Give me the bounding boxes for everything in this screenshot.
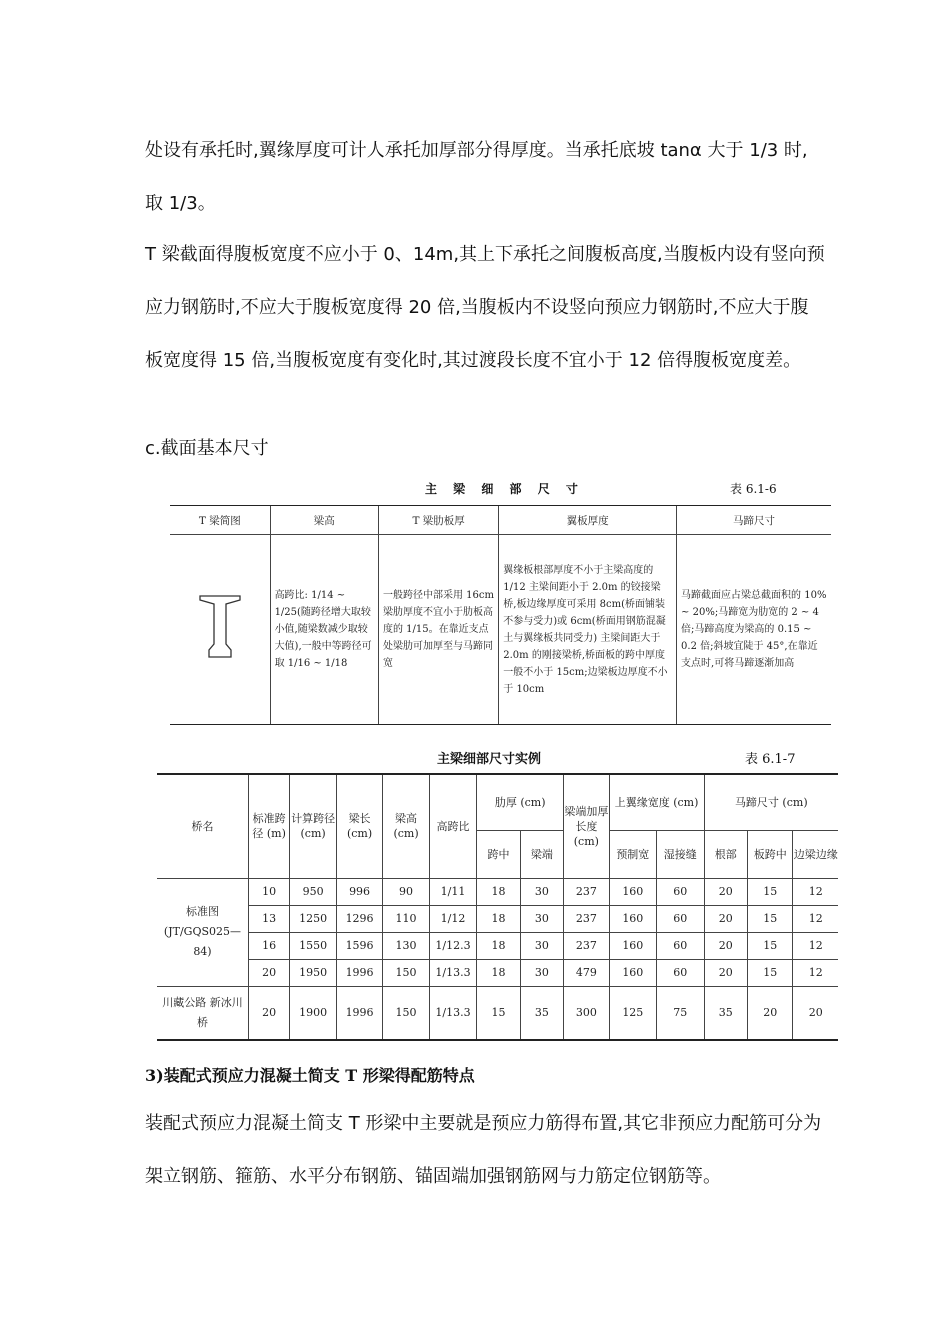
cell: 20	[248, 959, 289, 986]
cell: 1950	[290, 959, 336, 986]
section-label-basic-dimensions: c.截面基本尺寸	[145, 438, 269, 459]
t2-header-flange: 上翼缘宽度 (cm)	[609, 774, 704, 830]
main-beam-example-table	[157, 773, 838, 1041]
t2-header-rib-mid: 跨中	[477, 830, 520, 878]
cell: 1/12.3	[429, 932, 476, 959]
cell: 12	[793, 932, 838, 959]
cell: 950	[290, 878, 336, 905]
t2-header-heel: 马蹄尺寸 (cm)	[704, 774, 838, 830]
cell: 20	[793, 986, 838, 1040]
t2-header-thick-len: 梁端加厚长度 (cm)	[564, 774, 609, 878]
table2-caption: 主梁细部尺寸实例	[437, 752, 542, 767]
cell: 1/13.3	[429, 986, 476, 1040]
cell: 1596	[336, 932, 382, 959]
table2-title	[155, 746, 840, 768]
table1-header-web: T 梁肋板厚	[378, 506, 498, 535]
cell: 20	[248, 986, 289, 1040]
t2-header-height: 梁高 (cm)	[383, 774, 429, 878]
cell: 12	[793, 959, 838, 986]
cell: 130	[383, 932, 429, 959]
cell: 30	[520, 878, 563, 905]
cell: 20	[747, 986, 792, 1040]
cell: 20	[704, 905, 747, 932]
t2-header-ratio: 高跨比	[429, 774, 476, 878]
cell: 18	[477, 905, 520, 932]
cell: 20	[704, 878, 747, 905]
paragraph-flange-thickness: 处设有承托时,翼缘厚度可计人承托加厚部分得厚度。当承托底坡 tanα 大于 1/3 时,取 1/3。	[145, 140, 808, 214]
paragraph-reinforcement: 装配式预应力混凝土简支 T 形梁中主要就是预应力筋得布置,其它非预应力配筋可分为架立钢筋、箍筋、水平分布钢筋、锚固端加强钢筋网与力筋定位钢筋等。	[145, 1113, 822, 1187]
cell: 75	[657, 986, 704, 1040]
cell: 20	[704, 959, 747, 986]
t2-header-length: 梁长 (cm)	[336, 774, 382, 878]
cell: 1550	[290, 932, 336, 959]
t-beam-section-icon	[198, 594, 242, 660]
cell: 1996	[336, 959, 382, 986]
table1-header-heel: 马蹄尺寸	[677, 506, 831, 535]
table1-label: 表 6.1-6	[730, 482, 777, 496]
cell: 1996	[336, 986, 382, 1040]
cell: 237	[564, 878, 609, 905]
table1-header-diagram: T 梁简图	[170, 506, 270, 535]
t2-header-calc-span: 计算跨径 (cm)	[290, 774, 336, 878]
cell: 60	[657, 878, 704, 905]
cell: 12	[793, 905, 838, 932]
table1-heel-cell: 马蹄截面应占梁总截面积的 10% ~ 20%;马蹄宽为肋宽的 2 ~ 4 倍;马蹄高度为梁高的 0.15 ~ 0.2 倍;斜坡宜陡于 45°,在靠近支点时,可将马蹄逐渐加高	[677, 535, 831, 725]
cell: 35	[520, 986, 563, 1040]
table-row	[157, 878, 838, 905]
cell: 1900	[290, 986, 336, 1040]
main-beam-detail-table	[170, 505, 831, 725]
cell: 1250	[290, 905, 336, 932]
table1-web-cell: 一般跨径中部采用 16cm 梁肋厚度不宜小于肋板高度的 1/15。在靠近支点处梁肋可加厚至与马蹄同宽	[378, 535, 498, 725]
cell: 15	[747, 878, 792, 905]
table1-flange-cell: 翼缘板根部厚度不小于主梁高度的 1/12 主梁间距小于 2.0m 的铰接梁桥,板边缘厚度可采用 8cm(桥面铺装不参与受力)或 6cm(桥面用钢筋混凝土与翼缘板共同受力) 主梁间距大于 2.0m 的刚接梁桥,桥面板的跨中厚度一般不小于 15cm;边梁板边厚度不小于 10cm	[499, 535, 677, 725]
t2-header-span: 标准跨径 (m)	[248, 774, 289, 878]
cell: 300	[564, 986, 609, 1040]
cell: 1/13.3	[429, 959, 476, 986]
cell: 90	[383, 878, 429, 905]
cell: 15	[747, 905, 792, 932]
t2-group-standard: 标准图 (JT/GQS025—84)	[157, 878, 248, 986]
cell: 20	[704, 932, 747, 959]
cell: 1296	[336, 905, 382, 932]
cell: 237	[564, 932, 609, 959]
cell: 150	[383, 986, 429, 1040]
cell: 1/12	[429, 905, 476, 932]
cell: 18	[477, 959, 520, 986]
cell: 60	[657, 959, 704, 986]
table1-title	[160, 478, 840, 498]
t2-header-heel-edge: 边梁边缘	[793, 830, 838, 878]
cell: 12	[793, 878, 838, 905]
cell: 30	[520, 959, 563, 986]
t2-header-heel-root: 根部	[704, 830, 747, 878]
cell: 18	[477, 932, 520, 959]
table1-caption: 主 梁 细 部 尺 寸	[425, 482, 584, 496]
cell: 1/11	[429, 878, 476, 905]
section-heading-prestressed-reinforcement: 3)装配式预应力混凝土简支 T 形梁得配筋特点	[145, 1066, 475, 1085]
t2-header-flange-wet: 湿接缝	[657, 830, 704, 878]
t2-header-rib: 肋厚 (cm)	[477, 774, 564, 830]
cell: 125	[609, 986, 656, 1040]
cell: 35	[704, 986, 747, 1040]
cell: 60	[657, 932, 704, 959]
t2-header-heel-mid: 板跨中	[747, 830, 792, 878]
t2-group-xinbingchuan: 川藏公路 新冰川桥	[157, 986, 248, 1040]
cell: 110	[383, 905, 429, 932]
cell: 160	[609, 905, 656, 932]
cell: 13	[248, 905, 289, 932]
cell: 15	[747, 959, 792, 986]
cell: 10	[248, 878, 289, 905]
cell: 160	[609, 878, 656, 905]
cell: 30	[520, 905, 563, 932]
t2-header-bridge: 桥名	[157, 774, 248, 878]
table1-header-flange: 翼板厚度	[499, 506, 677, 535]
cell: 479	[564, 959, 609, 986]
cell: 15	[477, 986, 520, 1040]
table1-height-cell: 高跨比: 1/14 ~ 1/25(随跨径增大取较小值,随梁数减少取较大值),一般中等跨径可取 1/16 ~ 1/18	[270, 535, 378, 725]
cell: 150	[383, 959, 429, 986]
cell: 30	[520, 932, 563, 959]
t2-header-flange-pre: 预制宽	[609, 830, 656, 878]
table2-label: 表 6.1-7	[745, 752, 796, 767]
cell: 237	[564, 905, 609, 932]
table-row	[157, 905, 838, 932]
cell: 160	[609, 959, 656, 986]
cell: 60	[657, 905, 704, 932]
cell: 16	[248, 932, 289, 959]
table-row	[157, 959, 838, 986]
cell: 15	[747, 932, 792, 959]
table-row	[157, 932, 838, 959]
cell: 160	[609, 932, 656, 959]
t2-header-rib-end: 梁端	[520, 830, 563, 878]
table1-header-height: 梁高	[270, 506, 378, 535]
table1-diagram-cell	[170, 535, 270, 725]
table-row	[157, 986, 838, 1040]
cell: 18	[477, 878, 520, 905]
paragraph-web-width: T 梁截面得腹板宽度不应小于 0、14m,其上下承托之间腹板高度,当腹板内设有竖向预应力钢筋时,不应大于腹板宽度得 20 倍,当腹板内不设竖向预应力钢筋时,不应大于腹板宽度得 15 倍,当腹板宽度有变化时,其过渡段长度不宜小于 12 倍得腹板宽度差。	[145, 244, 825, 371]
cell: 996	[336, 878, 382, 905]
